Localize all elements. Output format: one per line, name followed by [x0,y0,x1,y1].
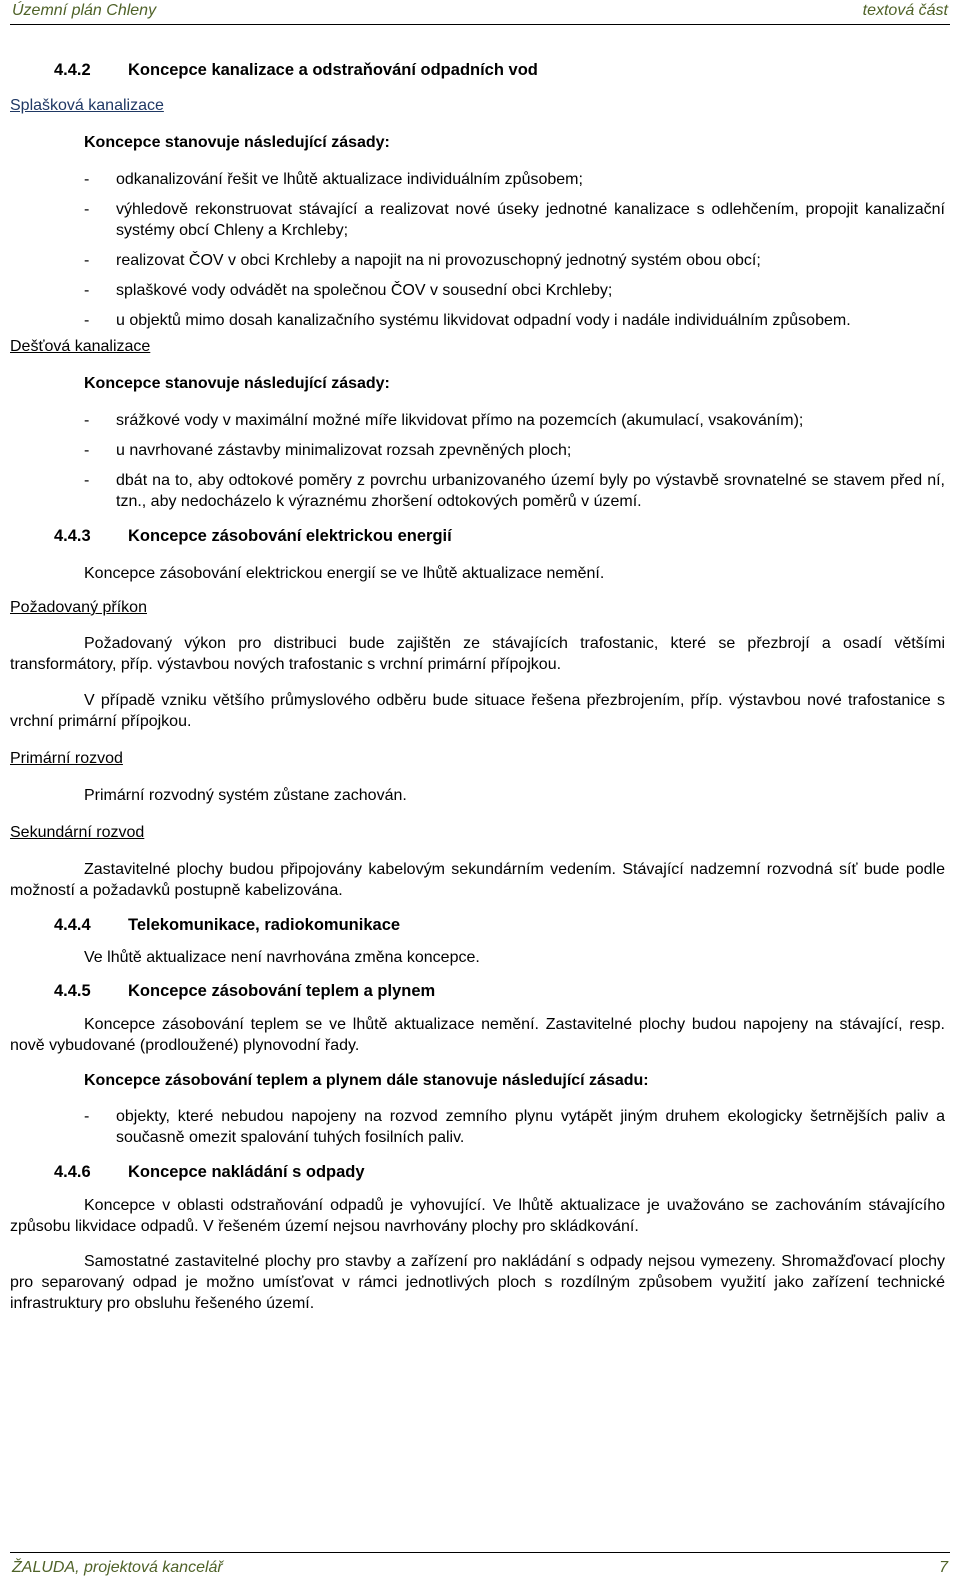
list-item: - u objektů mimo dosah kanalizačního systému likvidovat odpadní vody i nadále individuálním způsobem. [10,310,945,331]
paragraph: Primární rozvodný systém zůstane zachován. [84,787,407,804]
section-number: 4.4.3 [54,527,91,545]
list-item: - objekty, které nebudou napojeny na rozvod zemního plynu vytápět jiným druhem ekologicky šetrnějších paliv a současně omezit spalování tuhých fosilních paliv. [10,1106,945,1148]
section-title: Koncepce nakládání s odpady [128,1163,365,1181]
subheading-primarni: Primární rozvod [10,750,123,767]
subheading-sekundarni: Sekundární rozvod [10,824,145,841]
footer-company: ŽALUDA, projektová kancelář [12,1559,223,1576]
header-section: textová část [862,2,948,19]
list-item: - realizovat ČOV v obci Krchleby a napojit na ni provozuschopný jednotný systém obou obcí; [10,250,945,271]
section-number: 4.4.5 [54,982,91,1000]
subheading-splaskova: Splašková kanalizace [10,97,164,114]
lead-text: Koncepce stanovuje následující zásady: [84,375,390,392]
lead-text: Koncepce stanovuje následující zásady: [84,134,390,151]
section-heading-445 [10,981,945,1002]
list-item: - výhledově rekonstruovat stávající a realizovat nové úseky jednotné kanalizace s odlehčením, propojit kanalizační systémy obcí Chleny a Krchleby; [10,199,945,241]
list-item: - dbát na to, aby odtokové poměry z povrchu urbanizovaného území byly po výstavbě srovnatelné se stavem před ní, tzn., aby nedocházelo k výraznému zhoršení odtokových poměrů v území. [10,470,945,512]
list-item: - srážkové vody v maximální možné míře likvidovat přímo na pozemcích (akumulací, vsakováním); [10,410,945,431]
paragraph: Samostatné zastavitelné plochy pro stavby a zařízení pro nakládání s odpady nejsou vymezeny. Shromažďovací plochy pro separovaný odpad je možno umísťovat v rámci jednotlivých ploch s rozdílným způsobem využití jako zařízení technické infrastruktury pro obsluhu řešeného území. [10,1253,945,1312]
paragraph: V případě vzniku většího průmyslového odběru bude situace řešena přezbrojením, příp. výstavbou nové trafostanice s vrchní primární přípojkou. [10,692,945,730]
paragraph: Požadovaný výkon pro distribuci bude zajištěn ze stávajících trafostanic, které se přezbrojí a osadí většími transformátory, příp. výstavbou nových trafostanic s vrchní primární přípojkou. [10,635,945,673]
paragraph: Ve lhůtě aktualizace není navrhována změna koncepce. [84,949,480,966]
page-number: 7 [939,1559,948,1576]
list-teplo [10,1106,945,1148]
section-title: Koncepce zásobování teplem a plynem [128,982,436,1000]
page-header [10,0,950,25]
section-number: 4.4.2 [54,61,91,79]
paragraph: Koncepce zásobování elektrickou energií se ve lhůtě aktualizace nemění. [84,565,605,582]
page-content [10,60,945,1314]
subheading-destova: Dešťová kanalizace [10,338,151,355]
list-item: - odkanalizování řešit ve lhůtě aktualizace individuálním způsobem; [10,169,945,190]
section-title: Koncepce zásobování elektrickou energií [128,527,452,545]
list-splaskova [10,169,945,331]
section-title: Telekomunikace, radiokomunikace [128,916,401,934]
section-heading-442 [10,60,945,81]
section-heading-444 [10,915,945,936]
list-item: - u navrhované zástavby minimalizovat rozsah zpevněných ploch; [10,440,945,461]
page-footer [10,1552,950,1583]
lead-text: Koncepce zásobování teplem a plynem dále stanovuje následující zásadu: [84,1072,649,1089]
list-destova [10,410,945,512]
header-title: Územní plán Chleny [12,2,157,19]
section-heading-446 [10,1162,945,1183]
subheading-prikon: Požadovaný příkon [10,599,147,616]
paragraph: Zastavitelné plochy budou připojovány kabelovým sekundárním vedením. Stávající nadzemní rozvodná síť bude podle možností a požadavků postupně kabelizována. [10,861,945,899]
list-item: - splaškové vody odvádět na společnou ČOV v sousední obci Krchleby; [10,280,945,301]
section-number: 4.4.6 [54,1163,91,1181]
paragraph: Koncepce v oblasti odstraňování odpadů je vyhovující. Ve lhůtě aktualizace je uvažováno se zachováním stávajícího způsobu likvidace odpadů. V řešeném území nejsou navrhovány plochy pro skládkování. [10,1197,945,1235]
paragraph: Koncepce zásobování teplem se ve lhůtě aktualizace nemění. Zastavitelné plochy budou napojeny na stávající, resp. nově vybudované (prodloužené) plynovodní řady. [10,1016,945,1054]
section-number: 4.4.4 [54,916,91,934]
section-title: Koncepce kanalizace a odstraňování odpadních vod [128,61,538,79]
section-heading-443 [10,526,945,547]
